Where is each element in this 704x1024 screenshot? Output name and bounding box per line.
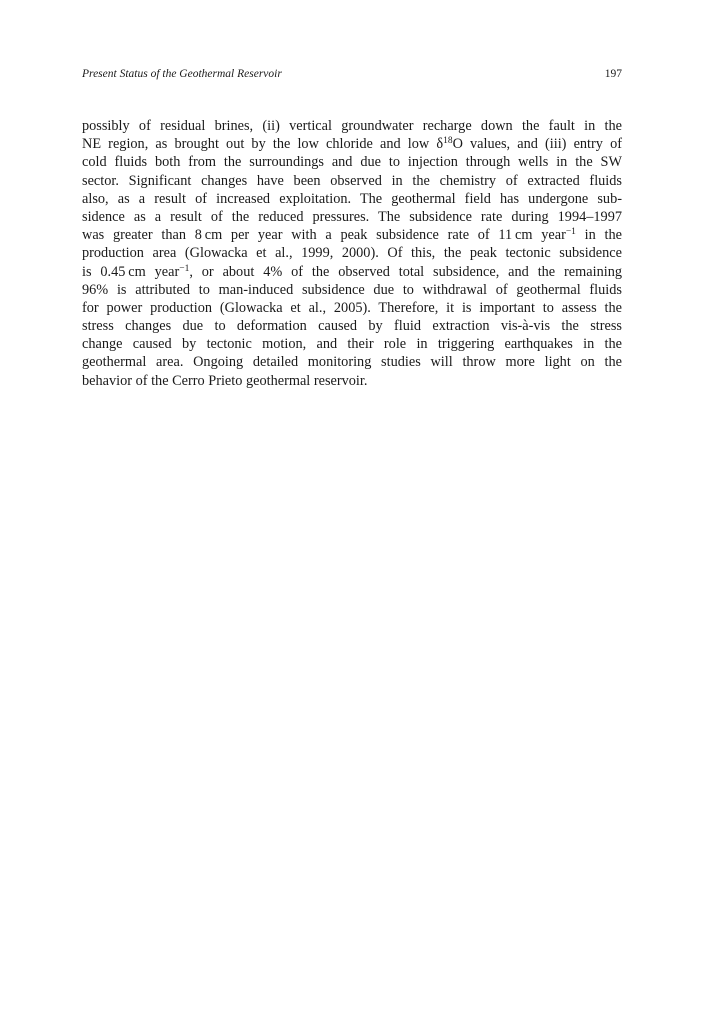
text-run: possibly of residual brines, (ii) vertical groundwater recharge down the fault in the bbox=[82, 118, 622, 134]
text-run: behavior of the Cerro Prieto geothermal reservoir. bbox=[82, 372, 368, 389]
paragraph-line bbox=[82, 190, 622, 208]
paragraph-line bbox=[82, 153, 622, 171]
body-paragraph bbox=[82, 117, 622, 390]
paragraph-line bbox=[82, 263, 622, 281]
text-run: in the bbox=[575, 227, 622, 244]
superscript: 18 bbox=[443, 136, 453, 147]
superscript: −1 bbox=[179, 263, 190, 274]
page-number: 197 bbox=[604, 68, 622, 80]
text-run: is 0.45 cm year bbox=[82, 263, 180, 280]
text-run: stress changes due to deformation caused by fluid extraction vis-à-vis the stress bbox=[82, 318, 622, 335]
paragraph-line bbox=[82, 226, 622, 244]
text-run: 96% is attributed to man-induced subsidence due to withdrawal of geothermal fluids bbox=[82, 281, 622, 298]
superscript: −1 bbox=[565, 227, 576, 238]
text-run: change caused by tectonic motion, and their role in triggering earthquakes in the bbox=[82, 336, 622, 353]
paragraph-line bbox=[82, 244, 622, 262]
paragraph-line bbox=[82, 317, 622, 335]
running-title: Present Status of the Geothermal Reservoir bbox=[82, 68, 282, 80]
text-run: also, as a result of increased exploitation. The geothermal field has undergone sub- bbox=[82, 190, 622, 207]
paragraph-line bbox=[82, 353, 622, 371]
text-run: geothermal area. Ongoing detailed monitoring studies will throw more light on the bbox=[82, 354, 622, 371]
paragraph-line bbox=[82, 299, 622, 317]
text-run: for power production (Glowacka et al., 2005). Therefore, it is important to assess the bbox=[82, 299, 622, 316]
text-run: production area (Glowacka et al., 1999, 2000). Of this, the peak tectonic subsidence bbox=[82, 245, 622, 262]
paragraph-line bbox=[82, 208, 622, 226]
text-run: sidence as a result of the reduced pressures. The subsidence rate during 1994–1997 bbox=[82, 208, 622, 225]
paragraph-line bbox=[82, 117, 622, 135]
text-run: sector. Significant changes have been observed in the chemistry of extracted fluids bbox=[82, 172, 622, 189]
paragraph-line bbox=[82, 172, 622, 190]
text-run: was greater than 8 cm per year with a peak subsidence rate of 11 cm year bbox=[82, 227, 566, 244]
paragraph-line bbox=[82, 135, 622, 153]
text-run: O values, and (iii) entry of bbox=[452, 136, 622, 153]
paragraph-line bbox=[82, 372, 622, 390]
paragraph-line bbox=[82, 335, 622, 353]
paragraph-line bbox=[82, 281, 622, 299]
text-run: , or about 4% of the observed total subsidence, and the remaining bbox=[189, 263, 622, 280]
text-run: cold fluids both from the surroundings and due to injection through wells in the SW bbox=[82, 154, 622, 171]
text-run: NE region, as brought out by the low chloride and low δ bbox=[82, 136, 444, 153]
running-head bbox=[82, 66, 622, 84]
